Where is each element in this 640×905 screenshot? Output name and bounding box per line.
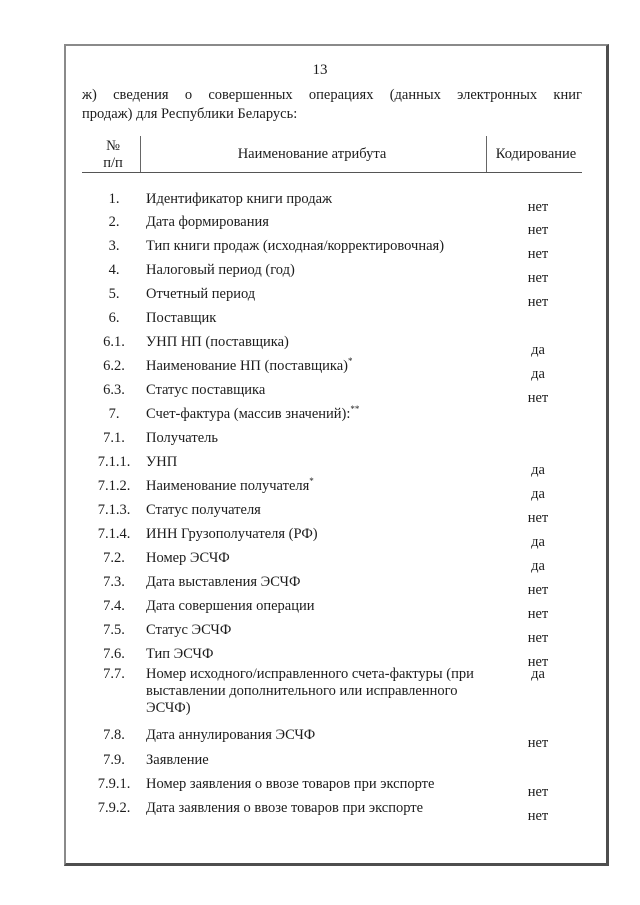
attribute-name bbox=[146, 574, 476, 591]
intro-word: совершенных bbox=[208, 87, 293, 103]
row-number: 5. bbox=[108, 286, 120, 302]
encoding-value: нет bbox=[527, 199, 549, 215]
row-number: 6.1. bbox=[103, 334, 125, 350]
row-number: 7.1. bbox=[103, 430, 125, 446]
row-number: 7.8. bbox=[103, 727, 125, 743]
encoding-value: нет bbox=[527, 735, 549, 751]
row-number: 3. bbox=[108, 238, 120, 254]
header-rule bbox=[82, 172, 582, 173]
attribute-name-text: Получатель bbox=[146, 430, 218, 446]
row-number: 7.1.3. bbox=[97, 502, 131, 518]
attribute-name bbox=[146, 622, 476, 639]
row-number: 7.5. bbox=[103, 622, 125, 638]
attribute-name-text: Наименование получателя bbox=[146, 478, 310, 494]
attribute-name bbox=[146, 286, 476, 303]
attribute-name bbox=[146, 214, 476, 231]
attribute-name-text: ИНН Грузополучателя (РФ) bbox=[146, 526, 318, 542]
intro-word: книг bbox=[553, 87, 582, 103]
attribute-name bbox=[146, 191, 476, 208]
attribute-name-text: Статус поставщика bbox=[146, 382, 266, 398]
encoding-value: нет bbox=[527, 606, 549, 622]
attribute-name-text: Наименование НП (поставщика) bbox=[146, 358, 348, 374]
attribute-name-text: Идентификатор книги продаж bbox=[146, 191, 333, 207]
encoding-value: нет bbox=[527, 270, 549, 286]
attribute-name bbox=[146, 454, 476, 471]
attribute-name-text: Заявление bbox=[146, 752, 209, 768]
encoding-value: да bbox=[531, 342, 545, 358]
row-number: 2. bbox=[108, 214, 120, 230]
row-number: 7.9.1. bbox=[97, 776, 131, 792]
intro-word: сведения bbox=[113, 87, 169, 103]
attribute-name-text: Тип ЭСЧФ bbox=[146, 646, 214, 662]
attribute-name-text: Дата формирования bbox=[146, 214, 269, 230]
footnote-mark: * bbox=[347, 356, 353, 367]
row-number: 7.3. bbox=[103, 574, 125, 590]
attribute-name bbox=[146, 598, 476, 615]
encoding-value: да bbox=[531, 666, 545, 682]
row-number: 7.9.2. bbox=[97, 800, 131, 816]
attribute-name-text: Дата совершения операции bbox=[146, 598, 315, 614]
intro-line-2: продаж) для Республики Беларусь: bbox=[82, 106, 298, 122]
attribute-name bbox=[146, 238, 476, 255]
row-number: 6.2. bbox=[103, 358, 125, 374]
header-encoding: Кодирование bbox=[495, 146, 577, 162]
encoding-value: нет bbox=[527, 808, 549, 824]
attribute-name-text: Дата заявления о ввозе товаров при экспорте bbox=[146, 800, 424, 816]
row-number: 7.2. bbox=[103, 550, 125, 566]
attribute-name bbox=[146, 478, 476, 495]
attribute-name bbox=[146, 526, 476, 543]
attribute-name bbox=[146, 752, 476, 769]
intro-word: электронных bbox=[457, 87, 538, 103]
attribute-name bbox=[146, 262, 476, 279]
attribute-name-text: Счет-фактура (массив значений): bbox=[146, 406, 351, 422]
attribute-name-text: Статус ЭСЧФ bbox=[146, 622, 232, 638]
attribute-name bbox=[146, 382, 476, 399]
encoding-value: нет bbox=[527, 630, 549, 646]
attribute-name bbox=[146, 800, 476, 817]
row-number: 7.9. bbox=[103, 752, 125, 768]
footnote-mark: * bbox=[309, 476, 314, 487]
encoding-value: да bbox=[531, 462, 545, 478]
attribute-name bbox=[146, 550, 476, 567]
attribute-name bbox=[146, 727, 476, 744]
attribute-name-text: Отчетный период bbox=[146, 286, 256, 302]
encoding-value: нет bbox=[527, 510, 549, 526]
attribute-name-text: Налоговый период (год) bbox=[146, 262, 295, 278]
encoding-value: нет bbox=[527, 784, 549, 800]
row-number: 7.1.4. bbox=[97, 526, 131, 542]
row-number: 6. bbox=[108, 310, 120, 326]
attribute-name-text: Дата выставления ЭСЧФ bbox=[146, 574, 301, 590]
attribute-name bbox=[146, 358, 476, 375]
attribute-name bbox=[146, 406, 476, 423]
attribute-name-text: Номер заявления о ввозе товаров при экспорте bbox=[146, 776, 435, 792]
row-number: 4. bbox=[108, 262, 120, 278]
attribute-name-text: Номер исходного/исправленного счета-фактуры (при выставлении дополнительного или исправленного ЭСЧФ) bbox=[146, 666, 474, 716]
row-number: 7.1.1. bbox=[97, 454, 131, 470]
intro-word: (данных bbox=[389, 87, 441, 103]
intro-paragraph bbox=[82, 86, 582, 124]
encoding-value: нет bbox=[527, 246, 549, 262]
attribute-name bbox=[146, 646, 476, 663]
row-number: 7. bbox=[108, 406, 120, 422]
intro-word: о bbox=[184, 87, 193, 103]
encoding-value: нет bbox=[527, 390, 549, 406]
attribute-name bbox=[146, 430, 476, 447]
row-number: 7.7. bbox=[103, 666, 125, 682]
row-number: 7.1.2. bbox=[97, 478, 131, 494]
header-attribute-name: Наименование атрибута bbox=[237, 146, 387, 162]
attribute-name bbox=[146, 666, 476, 717]
page-number: 13 bbox=[312, 62, 328, 78]
attribute-name-text: Статус получателя bbox=[146, 502, 261, 518]
attribute-name-text: Поставщик bbox=[146, 310, 217, 326]
attribute-name bbox=[146, 334, 476, 351]
intro-line-1 bbox=[82, 86, 582, 105]
encoding-value: да bbox=[531, 366, 545, 382]
encoding-value: нет bbox=[527, 294, 549, 310]
intro-word: операциях bbox=[308, 87, 374, 103]
row-number: 7.6. bbox=[103, 646, 125, 662]
intro-word: ж) bbox=[82, 87, 97, 103]
encoding-value: нет bbox=[527, 222, 549, 238]
encoding-value: да bbox=[531, 534, 545, 550]
header-number-label: п/п bbox=[103, 155, 123, 171]
header-number bbox=[88, 138, 138, 172]
attribute-name bbox=[146, 310, 476, 327]
encoding-value: нет bbox=[527, 654, 549, 670]
attribute-name-text: УНП bbox=[146, 454, 178, 470]
encoding-value: нет bbox=[527, 582, 549, 598]
attribute-name-text: УНП НП (поставщика) bbox=[146, 334, 289, 350]
row-number: 1. bbox=[108, 191, 120, 207]
attribute-name-text: Тип книги продаж (исходная/корректировочная) bbox=[146, 238, 445, 254]
attribute-name bbox=[146, 776, 476, 793]
row-number: 6.3. bbox=[103, 382, 125, 398]
header-number-symbol: № bbox=[106, 138, 120, 154]
encoding-value: да bbox=[531, 558, 545, 574]
attribute-name-text: Дата аннулирования ЭСЧФ bbox=[146, 727, 316, 743]
footnote-mark: ** bbox=[350, 404, 360, 415]
attribute-name bbox=[146, 502, 476, 519]
row-number: 7.4. bbox=[103, 598, 125, 614]
attribute-name-text: Номер ЭСЧФ bbox=[146, 550, 230, 566]
encoding-value: да bbox=[531, 486, 545, 502]
